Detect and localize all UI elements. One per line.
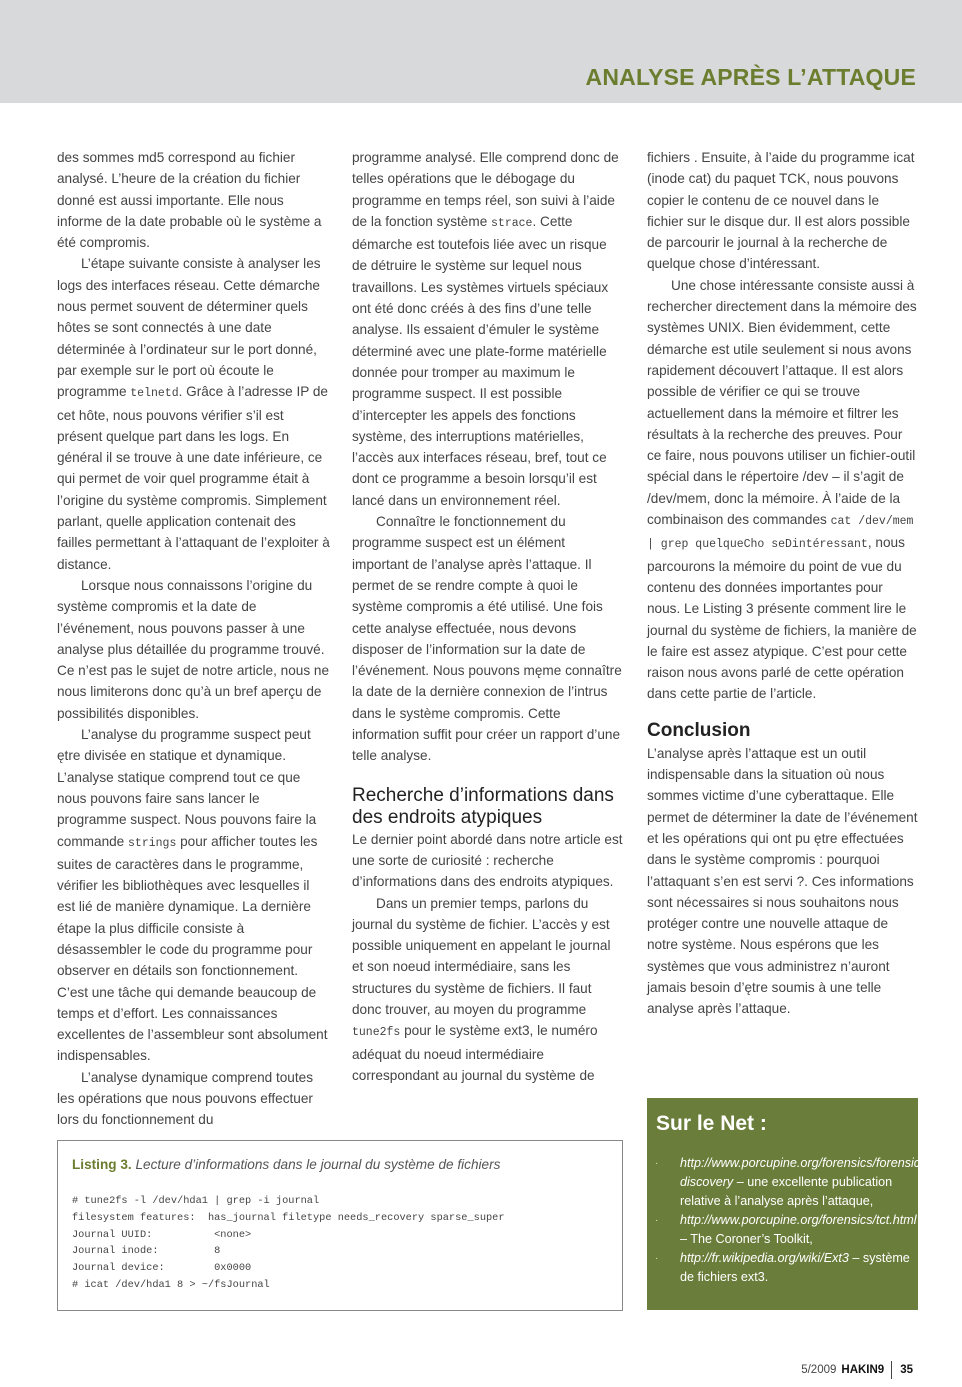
column-3 <box>647 147 919 1020</box>
paragraph: Le dernier point abordé dans notre article est une sorte de curiosité : recherche d’informations dans des endroits atypiques. <box>352 831 623 890</box>
paragraph: des sommes md5 correspond au fichier analysé. L’heure de la création du fichier donné est aussi importante. Elle nous informe de la date probable où le système a été compromis. <box>57 150 322 251</box>
section-title: ANALYSE APRÈS L’ATTAQUE <box>585 64 916 90</box>
bullet-icon: · <box>655 1215 659 1226</box>
inline-code: strace <box>491 216 533 230</box>
listing-box <box>57 1140 623 1311</box>
sur-le-net-box <box>647 1098 925 1310</box>
inline-code: cat /dev/mem | grep quelqueCho seDintéressant <box>647 515 914 552</box>
bullet-icon: · <box>655 1253 659 1264</box>
issue-number: 5/2009 <box>801 1364 837 1376</box>
list-item: · http://www.porcupine.org/forensics/forensic-discovery – une excellente publication relative à l’analyse après l’attaque, <box>655 1156 925 1208</box>
listing-title: Lecture d’informations dans le journal du système de fichiers <box>135 1157 501 1172</box>
listing-caption <box>72 1157 500 1172</box>
link-list <box>655 1154 925 1287</box>
inline-code: tune2fs <box>352 1026 401 1040</box>
inline-code: telnetd <box>130 387 179 401</box>
paragraph: fichiers . Ensuite, à l’aide du programme icat (inode cat) du paquet TCK, nous pouvons copier le contenu de ce nouvel dans le fichier sur le disque dur. Il est alors possible de parcourir le journal à la recherche de quelque chose d’intéressant. <box>647 150 915 272</box>
paragraph: L’analyse après l’attaque est un outil indispensable dans la situation où nous sommes victime d’une cyberattaque. Elle permet de déterminer la date de l’événement et les opérations qui ont pu ętre effectuées dans le système compromis : pourquoi l’attaquant s’en est servi ?. Ces informations sont nécessaires si nous souhaitons nous protéger contre une nouvelle attaque de notre système. Nous espérons que les systèmes que vous administrez n’auront jamais besoin d’ętre soumis à une telle analyse après l’attaque. <box>647 745 918 1017</box>
sur-le-net-title: Sur le Net : <box>656 1112 767 1135</box>
link[interactable]: http://fr.wikipedia.org/wiki/Ext3 <box>680 1251 849 1265</box>
code-block[interactable]: # tune2fs -l /dev/hda1 | grep -i journal filesystem features: has_journal filetype needs_recovery sparse_super Journal UUID: <none> Journal inode: 8 Journal device: 0x0000 # icat /dev/hda1 8 > ~/fsJournal <box>72 1195 505 1291</box>
link[interactable]: http://www.porcupine.org/forensics/forensic-discovery <box>680 1156 925 1189</box>
paragraph: programme analysé. Elle comprend donc de telles opérations que le débogage du programme en temps réel, son suivi à l’aide de la fonction système strace. Cette démarche est toutefois liée avec un risque de détruire le système sur lequel nous travaillons. Les systèmes virtuels spéciaux ont été donc créés à des fins d’une telle analyse. Ils essaient d’émuler le système déterminé avec une plate-forme matérielle donnée pour tromper au maximum le programme suspect. Il est possible d’intercepter les appels des fonctions système, des interruptions matérielles, l’accès aux interfaces réseau, bref, tout ce dont ce programme a besoin lorsqu’il est lancé dans un environnement réel. <box>352 150 619 508</box>
page-footer <box>801 1361 913 1379</box>
paragraph: L’étape suivante consiste à analyser les logs des interfaces réseau. Cette démarche nous permet souvent de déterminer quels hôtes se sont connectés à une date déterminée à l’ordinateur sur le port donné, par exemple sur le port où écoute le programme telnetd. Grâce à l’adresse IP de cet hôte, nous pouvons vérifier s’il est présent quelque part dans les logs. En général il se trouve à une date inférieure, ce qui permet de voir quel programme était à l’origine du système compromis. Simplement parlant, quelle application contenait des failles permettant à l’attaquant de l’exploiter à distance. <box>57 256 330 572</box>
link[interactable]: http://www.porcupine.org/forensics/tct.html <box>680 1213 917 1227</box>
column-1 <box>57 147 331 1131</box>
conclusion-heading: Conclusion <box>647 719 751 741</box>
list-item: · http://fr.wikipedia.org/wiki/Ext3 – système de fichiers ext3. <box>655 1251 910 1284</box>
subheading: Recherche d’informations dans des endroits atypiques <box>352 784 614 828</box>
paragraph: Une chose intéressante consiste aussi à rechercher directement dans la mémoire des systèmes UNIX. Bien évidemment, cette démarche est utile seulement si nous avons rapidement découvert l’attaque. Il est alors possible de vérifier ce qui se trouve actuellement dans la mémoire et filtrer les résultats à la recherche des preuves. Pour ce faire, nous pouvons utiliser un fichier-outil spécial dans le répertoire /dev – il s’agit de /dev/mem, donc la mémoire. À l’aide de la combinaison des commandes cat /dev/mem | grep quelqueCho seDintéressant, nous parcourons la mémoire du point de vue du contenu des données importantes pour nous. Le Listing 3 présente comment lire le journal du système de fichiers, la manière de le faire est assez atypique. C’est pour cette raison nous avons parlé de cette opération dans cette partie de l’article. <box>647 277 917 702</box>
footer-divider <box>891 1361 892 1379</box>
column-2 <box>352 147 624 1086</box>
listing-label: Listing 3. <box>72 1157 132 1172</box>
paragraph: L’analyse du programme suspect peut ętre divisée en statique et dynamique. L’analyse statique comprend tout ce que nous pouvons faire sans lancer le programme suspect. Nous pouvons faire la commande strings pour afficher toutes les suites de caractères dans le programme, vérifier les bibliothèques avec lesquelles il est lié de manière dynamique. La dernière étape la plus difficile consiste à désassembler le code du programme pour observer en détails son fonctionnement. C’est une tâche qui demande beaucoup de temps et d’effort. Les connaissances excellentes de l’assembleur sont absolument indispensables. <box>57 727 328 1064</box>
paragraph: Connaître le fonctionnement du programme suspect est un élément important de l’analyse après l’attaque. Il permet de se rendre compte à quoi le système compromis a été utilisé. Une fois cette analyse effectuée, nous devons disposer de l’information sur la date de l’événement. Nous pouvons męme connaître la date de la dernière connexion de l’intrus dans le système compromis. Cette information suffit pour créer un rapport d’une telle analyse. <box>352 514 622 764</box>
paragraph: Dans un premier temps, parlons du journal du système de fichier. L’accès y est possible uniquement en appelant le journal et son noeud intermédiaire, sans les structures du système de fichiers. Il faut donc trouver, au moyen du programme tune2fs pour le système ext3, le numéro adéquat du noeud intermédiaire correspondant au journal du système de <box>352 895 611 1083</box>
paragraph: Lorsque nous connaissons l’origine du système compromis et la date de l’événement, nous pouvons passer à une analyse plus détaillée du programme trouvé. Ce n’est pas le sujet de notre article, nous ne nous limiterons donc qu’à un bref aperçu de possibilités disponibles. <box>57 577 330 721</box>
magazine-name: HAKIN9 <box>841 1364 885 1376</box>
inline-code: strings <box>128 836 177 850</box>
list-item: · http://www.porcupine.org/forensics/tct.html – The Coroner’s Toolkit, <box>655 1213 917 1246</box>
paragraph: L’analyse dynamique comprend toutes les opérations que nous pouvons effectuer lors du fonctionnement du <box>57 1069 313 1128</box>
bullet-icon: · <box>655 1158 659 1169</box>
page-number: 35 <box>900 1364 913 1376</box>
